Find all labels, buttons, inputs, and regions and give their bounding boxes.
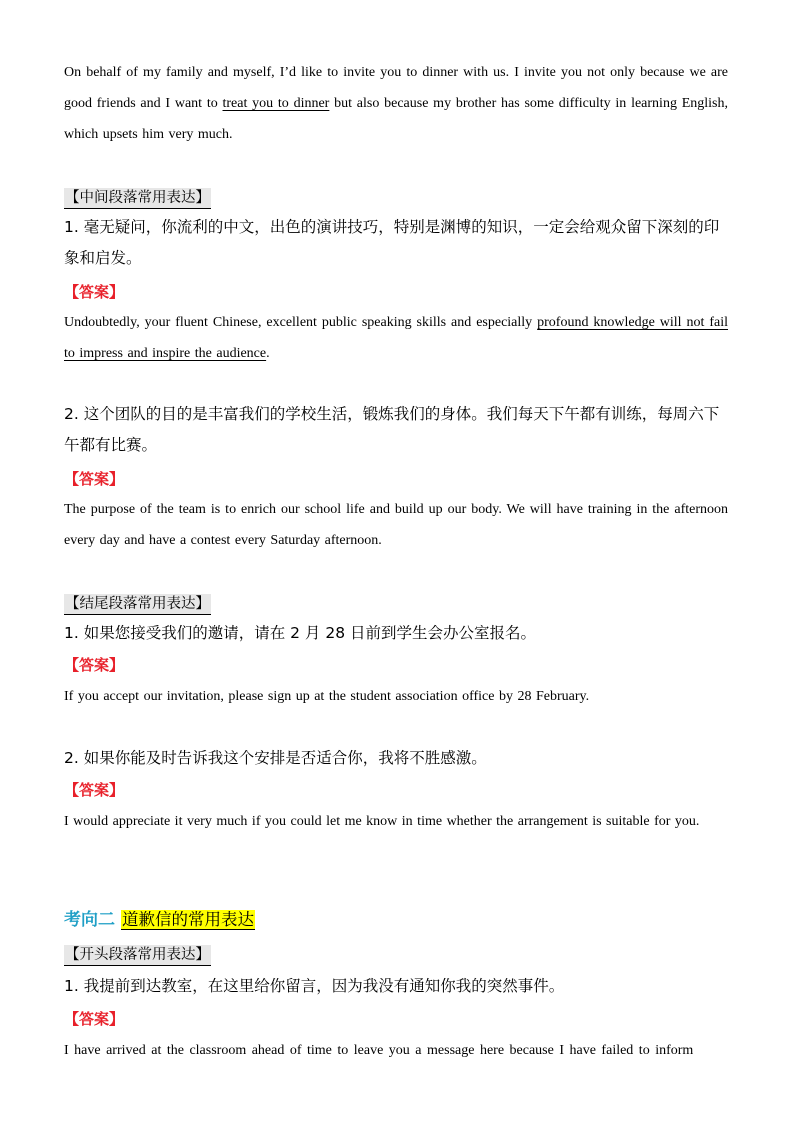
- ending-paragraph-heading: 【结尾段落常用表达】: [64, 594, 211, 615]
- ending-answer-2: I would appreciate it very much if you could let me know in time whether the arrangement is suitable for you.: [64, 814, 700, 829]
- intro-text-1: On behalf of my family and myself, I’d like to invite you to dinner with us. I invite you not only because we are good friends and I want to: [64, 65, 728, 111]
- middle-question-2: 2. 这个团队的目的是丰富我们的学校生活，锻炼我们的身体。我们每天下午都有训练，每周六下午都有比赛。: [64, 405, 720, 454]
- answer-label: 【答案】: [64, 781, 125, 799]
- opening-paragraph-heading: 【开头段落常用表达】: [64, 945, 211, 966]
- middle-paragraph-heading: 【中间段落常用表达】: [64, 188, 211, 209]
- middle-answer-1-text: Undoubtedly, your fluent Chinese, excellent public speaking skills and especially: [64, 315, 538, 330]
- section-heading-2: [64, 906, 255, 934]
- answer-label: 【答案】: [64, 283, 125, 301]
- answer-label: 【答案】: [64, 470, 125, 488]
- middle-answer-1: [64, 307, 728, 369]
- ending-question-2: 2. 如果你能及时告诉我这个安排是否适合你，我将不胜感激。: [64, 749, 487, 767]
- answer-label: 【答案】: [64, 1010, 125, 1028]
- middle-answer-1-end: .: [266, 346, 270, 361]
- middle-answer-2: The purpose of the team is to enrich our school life and build up our body. We will have training in the afternoon every day and have a contest every Saturday afternoon.: [64, 502, 728, 548]
- intro-paragraph: [64, 57, 728, 150]
- ending-answer-1: If you accept our invitation, please sign up at the student association office by 28 February.: [64, 689, 590, 704]
- section-label: 考向二: [64, 910, 115, 930]
- middle-answer-1-underlined: profound knowledge will not fail to impress and inspire the audience: [64, 315, 729, 361]
- middle-question-1: 1. 毫无疑问，你流利的中文，出色的演讲技巧，特别是渊博的知识，一定会给观众留下深刻的印象和启发。: [64, 218, 720, 267]
- answer-label: 【答案】: [64, 656, 125, 674]
- opening-answer-1: I have arrived at the classroom ahead of time to leave you a message here because I have failed to inform: [64, 1043, 694, 1058]
- opening-question-1: 1. 我提前到达教室，在这里给你留言，因为我没有通知你我的突然事件。: [64, 977, 565, 995]
- section-title: 道歉信的常用表达: [122, 910, 254, 929]
- intro-underlined-phrase: treat you to dinner: [222, 96, 330, 111]
- ending-question-1: 1. 如果您接受我们的邀请，请在 2 月 28 日前到学生会办公室报名。: [64, 624, 537, 642]
- intro-text-2: but also because my brother has some difficulty in learning English, which upsets him very much.: [64, 96, 728, 142]
